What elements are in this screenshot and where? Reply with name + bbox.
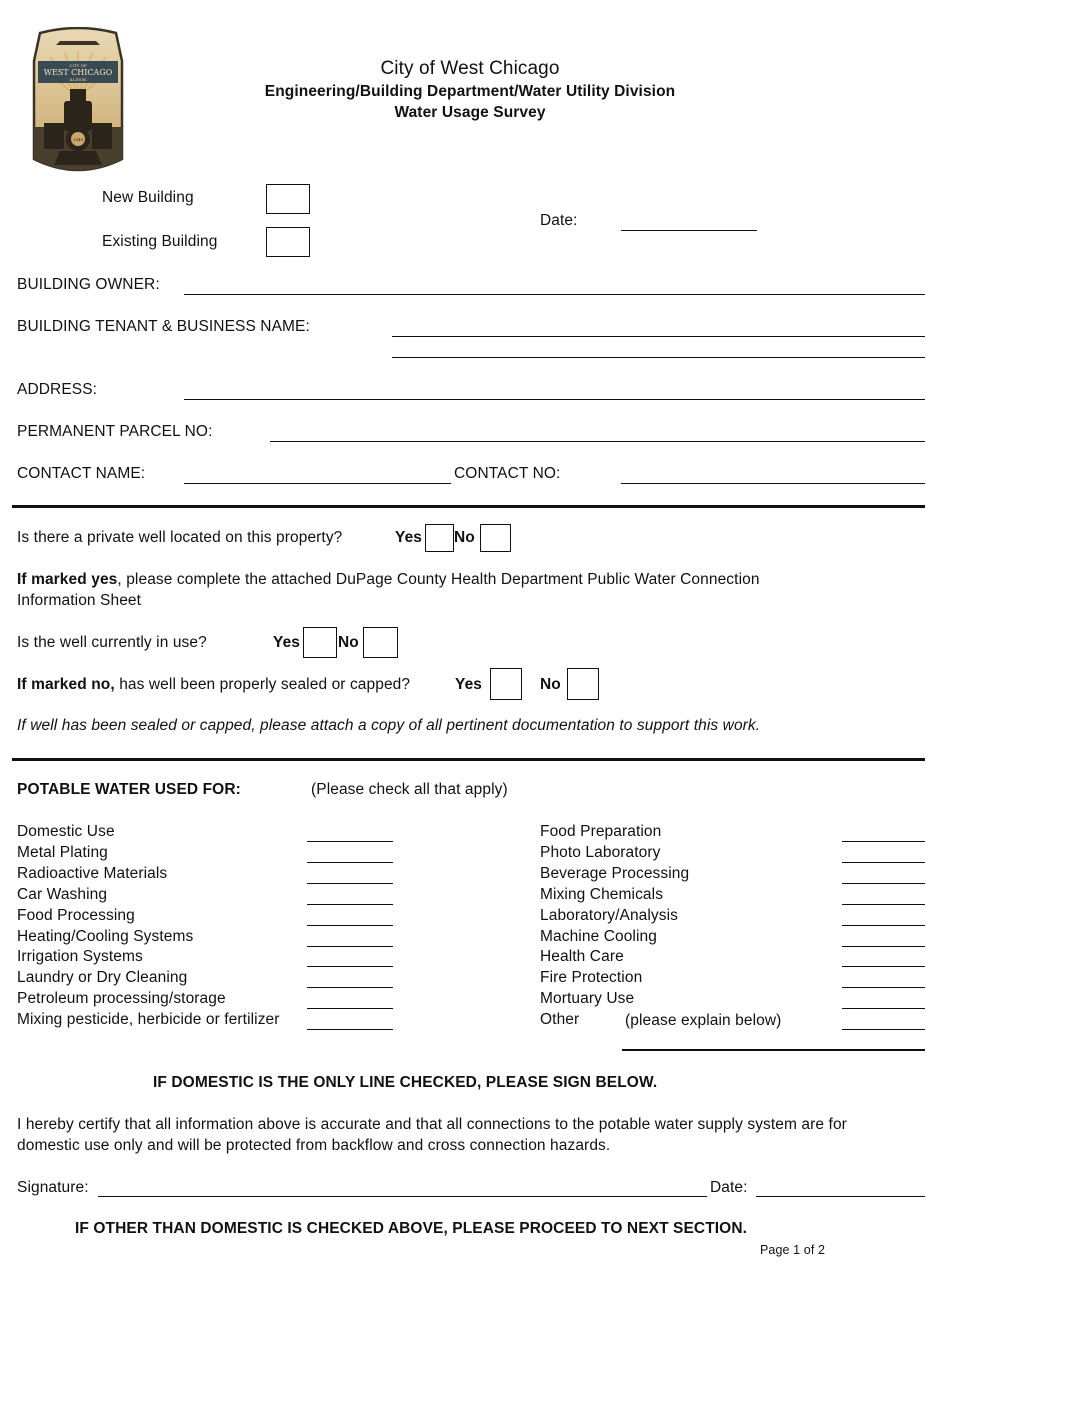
usage-check-line[interactable] — [307, 1008, 393, 1009]
existing-building-label: Existing Building — [102, 233, 218, 250]
well-no-label: No — [454, 529, 475, 546]
address-label: ADDRESS: — [17, 381, 98, 398]
usage-label: Fire Protection — [540, 969, 643, 987]
new-building-label: New Building — [102, 189, 194, 206]
if-yes-instruction-line2: Information Sheet — [17, 592, 142, 609]
usage-label: Car Washing — [17, 885, 108, 903]
sealed-yes-label: Yes — [455, 676, 483, 693]
usage-check-line[interactable] — [307, 925, 393, 926]
certify-statement-line2: domestic use only and will be protected from backflow and cross connection hazards. — [17, 1137, 611, 1154]
usage-label: Irrigation Systems — [17, 948, 143, 966]
logo-text-top: CITY OF — [69, 63, 87, 68]
usage-check-line[interactable] — [842, 925, 925, 926]
usage-check-line[interactable] — [842, 904, 925, 905]
date-field[interactable] — [621, 230, 757, 231]
well-yes-label: Yes — [395, 529, 423, 546]
sealed-yes-checkbox[interactable] — [490, 668, 522, 700]
existing-building-checkbox[interactable] — [266, 227, 310, 257]
other-heading: IF OTHER THAN DOMESTIC IS CHECKED ABOVE, PLEASE PROCEED TO NEXT SECTION. — [75, 1220, 748, 1237]
city-logo — [30, 27, 126, 177]
usage-label: Laundry or Dry Cleaning — [17, 969, 188, 987]
domestic-heading: IF DOMESTIC IS THE ONLY LINE CHECKED, PLEASE SIGN BELOW. — [153, 1074, 658, 1091]
sealed-no-label: No — [540, 676, 561, 693]
other-note: (please explain below) — [625, 1012, 782, 1029]
signature-label: Signature: — [17, 1179, 89, 1196]
contact-name-label: CONTACT NAME: — [17, 465, 146, 482]
if-no-bold: If marked no, — [17, 676, 115, 693]
form-name: Water Usage Survey — [394, 104, 546, 121]
tenant-field-line-1[interactable] — [392, 336, 925, 337]
logo-text-sub: ILLINOIS — [69, 78, 87, 82]
if-yes-bold: If marked yes — [17, 571, 118, 588]
signature-date-field[interactable] — [756, 1196, 925, 1197]
usage-label: Mixing pesticide, herbicide or fertilizer — [17, 1011, 280, 1029]
date-label: Date: — [540, 212, 578, 229]
usage-check-line[interactable] — [842, 1008, 925, 1009]
parcel-field[interactable] — [270, 441, 925, 442]
logo-year: 1849 — [72, 137, 84, 142]
usage-label: Photo Laboratory — [540, 843, 661, 861]
tenant-label: BUILDING TENANT & BUSINESS NAME: — [17, 318, 310, 335]
well-question: Is there a private well located on this property? — [17, 529, 343, 546]
address-field[interactable] — [184, 399, 925, 400]
usage-check-line[interactable] — [307, 841, 393, 842]
department-name: Engineering/Building Department/Water Utility Division — [264, 83, 676, 100]
well-in-use-question: Is the well currently in use? — [17, 634, 207, 651]
certify-statement-line1: I hereby certify that all information above is accurate and that all connections to the potable water supply system are for — [17, 1116, 847, 1133]
usage-check-line[interactable] — [842, 946, 925, 947]
usage-label: Beverage Processing — [540, 864, 690, 882]
usage-label: Machine Cooling — [540, 927, 657, 945]
section-divider-2 — [12, 758, 925, 761]
sealed-question — [17, 676, 410, 694]
usage-check-line[interactable] — [307, 1029, 393, 1030]
potable-instruction: (Please check all that apply) — [311, 781, 508, 798]
usage-label: Food Processing — [17, 906, 135, 924]
in-use-no-checkbox[interactable] — [363, 627, 398, 658]
contact-name-field[interactable] — [184, 483, 451, 484]
usage-label: Mortuary Use — [540, 990, 635, 1008]
usage-label: Heating/Cooling Systems — [17, 927, 194, 945]
contact-no-field[interactable] — [621, 483, 925, 484]
usage-check-line[interactable] — [842, 862, 925, 863]
if-no-text: has well been properly sealed or capped? — [114, 676, 411, 693]
contact-no-label: CONTACT NO: — [454, 465, 561, 482]
signature-field[interactable] — [98, 1196, 707, 1197]
parcel-label: PERMANENT PARCEL NO: — [17, 423, 213, 440]
well-yes-checkbox[interactable] — [425, 524, 454, 552]
well-no-checkbox[interactable] — [480, 524, 511, 552]
usage-label: Laboratory/Analysis — [540, 906, 679, 924]
usage-check-line[interactable] — [307, 883, 393, 884]
usage-label: Metal Plating — [17, 843, 108, 861]
other-explain-field[interactable] — [622, 1049, 925, 1051]
if-yes-instruction — [17, 571, 760, 589]
usage-label: Mixing Chemicals — [540, 885, 664, 903]
usage-check-line[interactable] — [842, 841, 925, 842]
page-title: City of West Chicago — [380, 58, 560, 79]
usage-label: Health Care — [540, 948, 624, 966]
tenant-field-line-2[interactable] — [392, 357, 925, 358]
usage-label: Radioactive Materials — [17, 864, 168, 882]
usage-check-line[interactable] — [307, 862, 393, 863]
section-divider — [12, 505, 925, 508]
if-yes-text: , please complete the attached DuPage County Health Department Public Water Connection — [117, 571, 760, 588]
in-use-yes-checkbox[interactable] — [303, 627, 337, 658]
usage-label: Petroleum processing/storage — [17, 990, 226, 1008]
usage-label: Food Preparation — [540, 823, 662, 840]
new-building-checkbox[interactable] — [266, 184, 310, 214]
usage-label: Domestic Use — [17, 823, 115, 840]
usage-label: Other — [540, 1011, 580, 1029]
usage-check-line[interactable] — [842, 1029, 925, 1030]
page-number: Page 1 of 2 — [760, 1243, 826, 1257]
usage-check-line[interactable] — [307, 966, 393, 967]
potable-heading: POTABLE WATER USED FOR: — [17, 781, 241, 798]
usage-check-line[interactable] — [842, 987, 925, 988]
owner-label: BUILDING OWNER: — [17, 276, 160, 293]
in-use-no-label: No — [338, 634, 359, 651]
usage-check-line[interactable] — [842, 966, 925, 967]
usage-check-line[interactable] — [307, 946, 393, 947]
sealed-note: If well has been sealed or capped, please attach a copy of all pertinent documentation to support this work. — [17, 717, 761, 734]
signature-date-label: Date: — [710, 1179, 748, 1196]
logo-text-main: WEST CHICAGO — [43, 68, 113, 77]
owner-field[interactable] — [184, 294, 925, 295]
usage-check-line[interactable] — [307, 987, 393, 988]
usage-check-line[interactable] — [842, 883, 925, 884]
usage-check-line[interactable] — [307, 904, 393, 905]
sealed-no-checkbox[interactable] — [567, 668, 599, 700]
in-use-yes-label: Yes — [273, 634, 301, 651]
